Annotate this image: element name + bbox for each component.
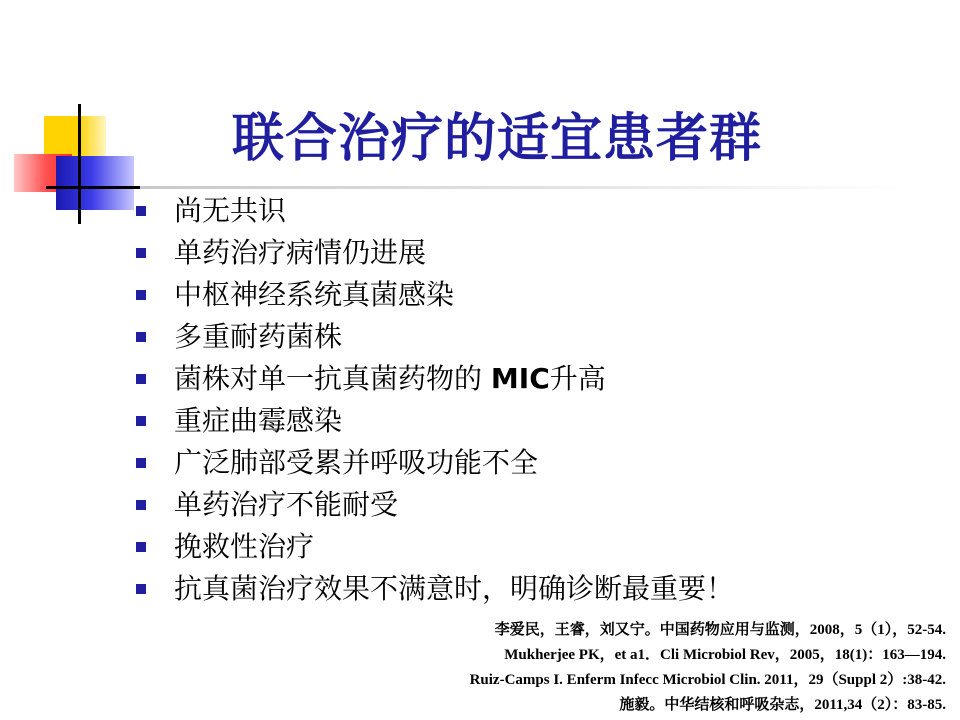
title-underline xyxy=(140,186,900,189)
bullet-list xyxy=(136,190,734,610)
bullet-item xyxy=(136,274,734,316)
bullet-square-icon xyxy=(136,500,146,510)
bullet-text: 中枢神经系统真菌感染 xyxy=(174,278,455,311)
reference-line: Ruiz-Camps I. Enferm Infecc Microbiol Clin. 2011，29（Suppl 2）:38-42. xyxy=(469,672,946,688)
bullet-item xyxy=(136,400,734,442)
bullet-text: 单药治疗不能耐受 xyxy=(174,488,399,521)
bullet-text-before: 菌株对单一抗真菌药物的 xyxy=(174,362,491,395)
bullet-square-icon xyxy=(136,290,146,300)
bullet-item xyxy=(136,316,734,358)
bullet-text-mic: MIC xyxy=(490,362,550,395)
bullet-square-icon xyxy=(136,248,146,258)
bullet-text: 尚无共识 xyxy=(174,194,287,227)
slide-title: 联合治疗的适宜患者群 xyxy=(232,108,763,169)
bullet-square-icon xyxy=(136,416,146,426)
bullet-item xyxy=(136,568,734,610)
bullet-item xyxy=(136,232,734,274)
decor-horizontal-line xyxy=(46,186,140,189)
reference-line: Mukherjee PK，et a1．Cli Microbiol Rev，2005，18(1)：163—194. xyxy=(504,647,946,663)
bullet-text: 重症曲霉感染 xyxy=(174,404,343,437)
bullet-item xyxy=(136,442,734,484)
bullet-text: 抗真菌治疗效果不满意时，明确诊断最重要！ xyxy=(174,572,735,605)
bullet-text-after: 升高 xyxy=(549,362,606,395)
bullet-square-icon xyxy=(136,542,146,552)
bullet-text: 多重耐药菌株 xyxy=(174,320,343,353)
bullet-square-icon xyxy=(136,584,146,594)
bullet-text: 广泛肺部受累并呼吸功能不全 xyxy=(174,446,539,479)
bullet-item xyxy=(136,526,734,568)
bullet-square-icon xyxy=(136,332,146,342)
decor-vertical-line xyxy=(78,104,81,224)
bullet-item xyxy=(136,358,734,400)
bullet-text: 单药治疗病情仍进展 xyxy=(174,236,427,269)
bullet-item xyxy=(136,484,734,526)
decor-blue-square xyxy=(56,156,134,210)
bullet-square-icon xyxy=(136,458,146,468)
bullet-text: 挽救性治疗 xyxy=(174,530,315,563)
reference-line: 李爱民，王睿，刘又宁。中国药物应用与监测，2008，5（1），52-54. xyxy=(494,622,946,638)
bullet-square-icon xyxy=(136,374,146,384)
reference-line: 施毅。中华结核和呼吸杂志，2011,34（2）：83-85. xyxy=(619,697,946,713)
bullet-item xyxy=(136,190,734,232)
bullet-square-icon xyxy=(136,206,146,216)
references xyxy=(470,618,946,718)
